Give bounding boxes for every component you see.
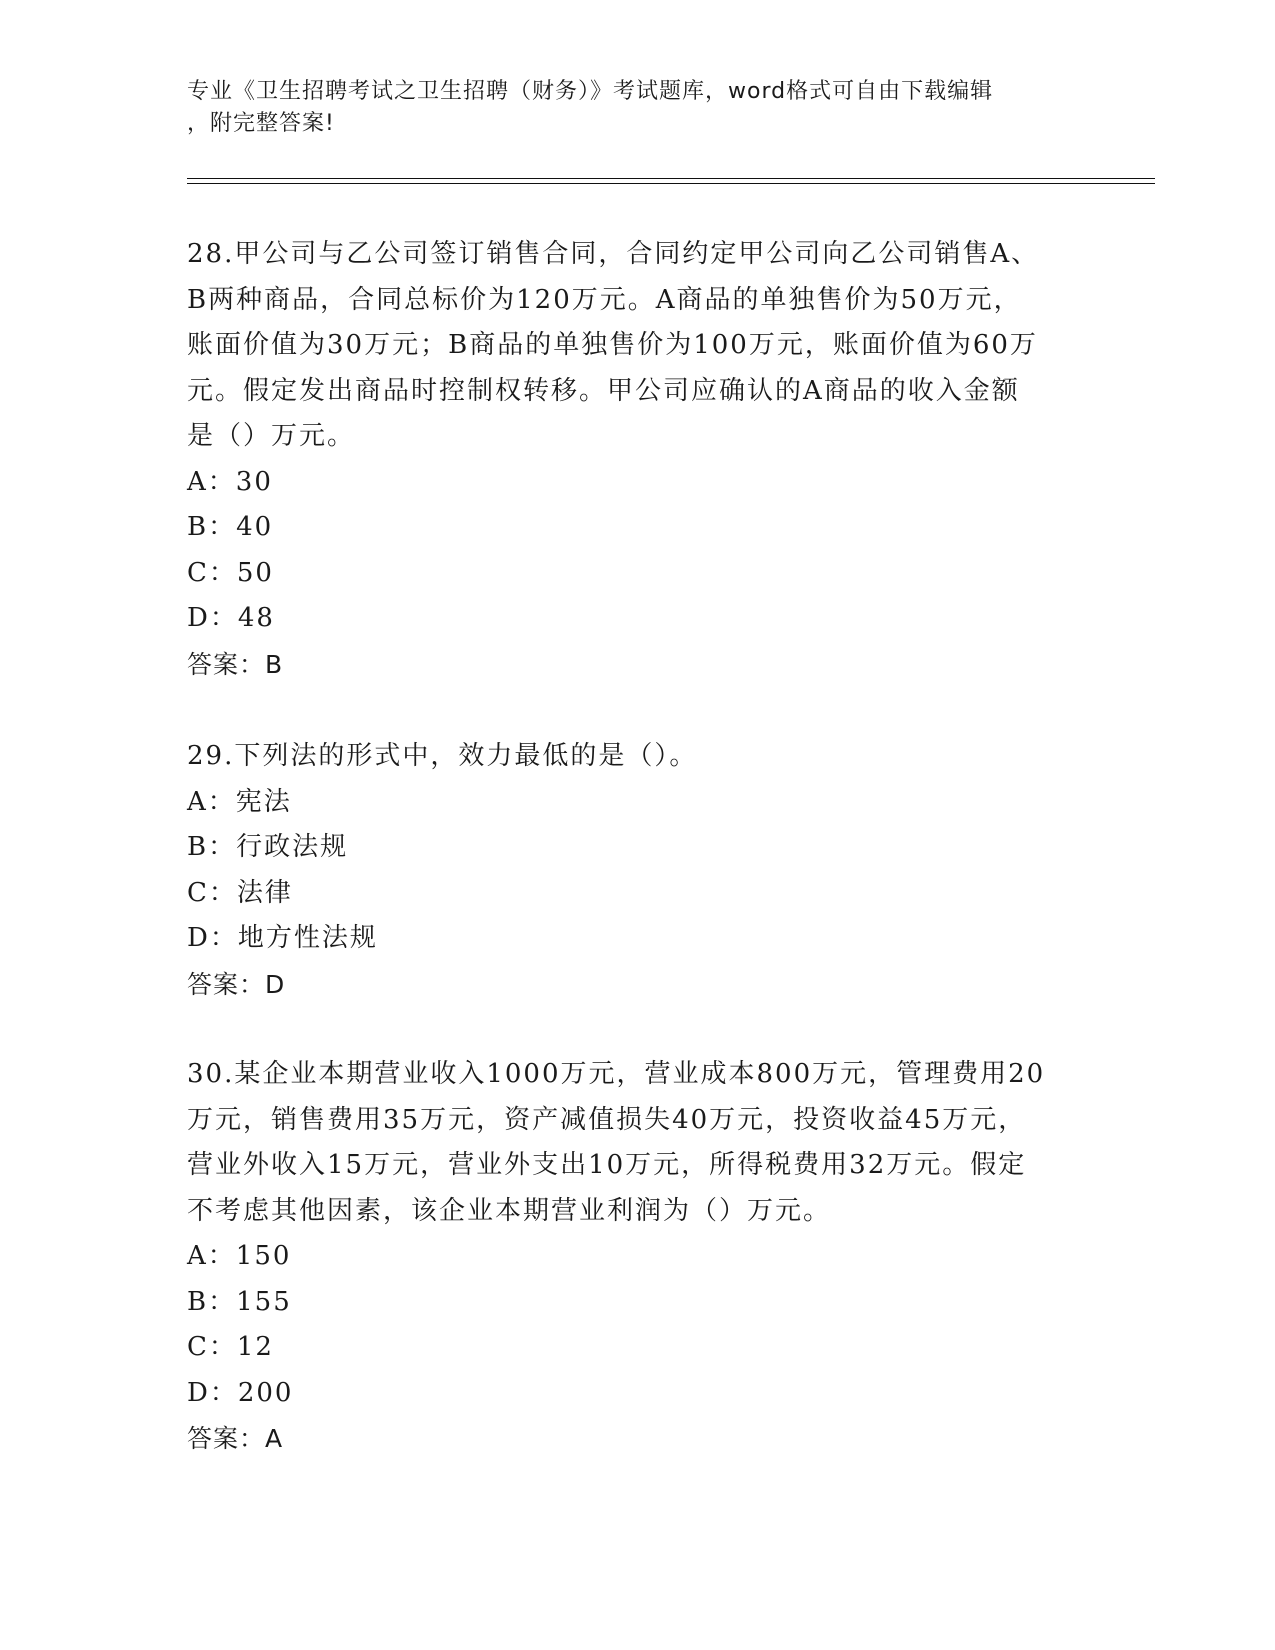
option-d: D：48 — [187, 603, 275, 633]
question-stem-line: 元。假定发出商品时控制权转移。甲公司应确认的A商品的收入金额 — [187, 375, 1020, 406]
option-a: A：150 — [187, 1241, 292, 1271]
answer-line: 答案：D — [187, 969, 286, 999]
header-divider-top — [187, 178, 1155, 179]
option-a: A：30 — [187, 466, 273, 497]
question-stem-line: 账面价值为30万元；B商品的单独售价为100万元，账面价值为60万 — [187, 330, 1038, 360]
option-b: B：40 — [187, 512, 274, 542]
question-stem-line: 28.甲公司与乙公司签订销售合同，合同约定甲公司向乙公司销售A、 — [187, 239, 1040, 269]
option-d: D：200 — [187, 1377, 294, 1408]
answer-line: 答案：B — [187, 649, 284, 679]
question-stem-line: 万元，销售费用35万元，资产减值损失40万元，投资收益45万元， — [187, 1104, 1027, 1135]
answer-line: 答案：A — [187, 1424, 284, 1453]
header-divider-bottom — [187, 183, 1155, 184]
document-header — [187, 76, 1087, 140]
question-stem-line: 30.某企业本期营业收入1000万元，营业成本800万元，管理费用20 — [187, 1059, 1046, 1089]
question-stem-line: B两种商品，合同总标价为120万元。A商品的单独售价为50万元， — [187, 284, 1022, 315]
question-28 — [187, 232, 1087, 687]
question-stem-line: 29.下列法的形式中，效力最低的是（）。 — [187, 741, 698, 771]
header-line-2: ，附完整答案! — [187, 111, 335, 136]
question-29 — [187, 734, 1087, 1007]
question-stem-line: 不考虑其他因素，该企业本期营业利润为（）万元。 — [187, 1195, 832, 1226]
option-c: C：法律 — [187, 877, 293, 908]
header-line-1: 专业《卫生招聘考试之卫生招聘（财务）》考试题库，word格式可自由下载编辑 — [187, 79, 994, 104]
question-30 — [187, 1052, 1087, 1462]
option-b: B：行政法规 — [187, 832, 349, 862]
option-c: C：50 — [187, 557, 274, 588]
question-stem-line: 是（）万元。 — [187, 421, 356, 451]
option-a: A：宪法 — [187, 786, 292, 817]
option-c: C：12 — [187, 1332, 274, 1362]
option-d: D：地方性法规 — [187, 923, 378, 953]
option-b: B：155 — [187, 1286, 292, 1317]
question-stem-line: 营业外收入15万元，营业外支出10万元，所得税费用32万元。假定 — [187, 1150, 1027, 1180]
